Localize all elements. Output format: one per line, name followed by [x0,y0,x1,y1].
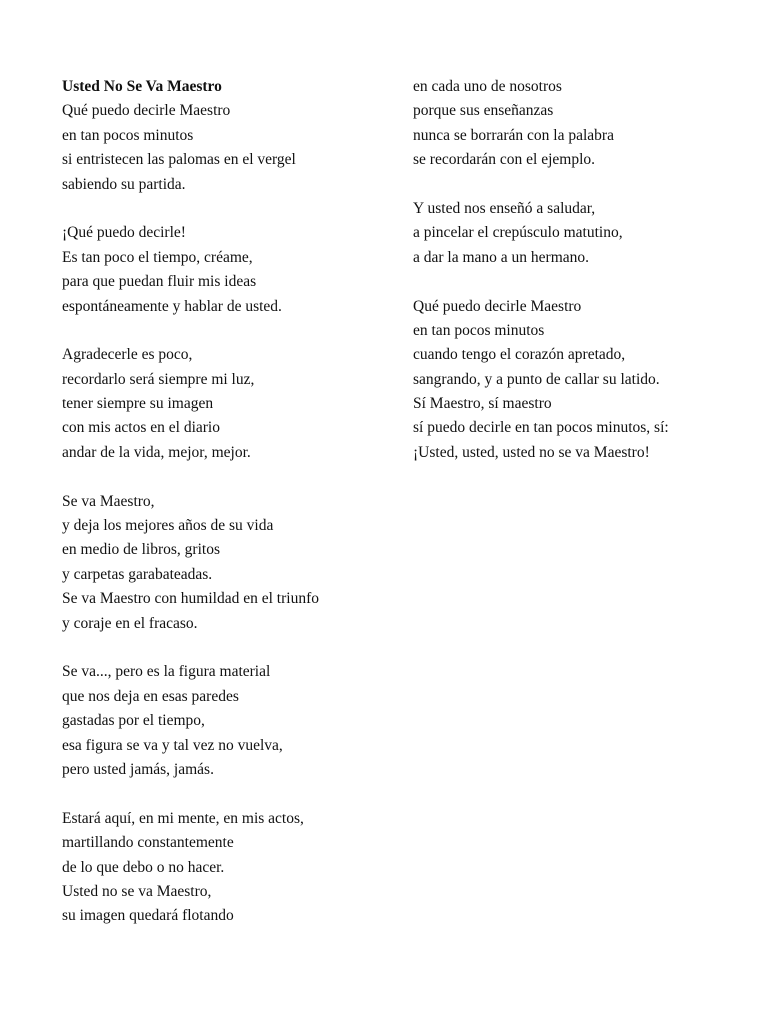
poem-line: si entristecen las palomas en el vergel [62,151,296,169]
poem-line: en cada uno de nosotros [413,78,562,95]
poem-line: recordarlo será siempre mi luz, [62,370,255,388]
poem-line: se recordarán con el ejemplo. [413,151,596,169]
poem-line: Qué puedo decirle Maestro [413,297,582,315]
poem-line: Se va Maestro con humildad en el triunfo [62,590,319,608]
poem-title: Usted No Se Va Maestro [62,78,222,95]
poem-line: espontáneamente y hablar de usted. [62,297,282,315]
poem-line: sangrando, y a punto de callar su latido. [413,370,660,388]
poem-line: ¡Usted, usted, usted no se va Maestro! [413,443,650,461]
poem-line: para que puedan fluir mis ideas [62,273,257,291]
poem-line: Agradecerle es poco, [62,346,193,364]
poem-line: sí puedo decirle en tan pocos minutos, sí: [413,419,669,437]
poem-line: ¡Qué puedo decirle! [62,224,186,242]
poem-line: Se va..., pero es la figura material [62,663,271,681]
stanza-6 [62,807,392,929]
poem-line: pero usted jamás, jamás. [62,760,214,778]
poem-line: con mis actos en el diario [62,419,220,437]
poem-line: nunca se borrarán con la palabra [413,126,614,144]
poem-line: en medio de libros, gritos [62,541,220,559]
poem-line: Estará aquí, en mi mente, en mis actos, [62,809,304,827]
poem-line: Qué puedo decirle Maestro [62,102,231,120]
stanza-3 [62,343,392,465]
poem-line: esa figura se va y tal vez no vuelva, [62,736,283,754]
poem-line: Es tan poco el tiempo, créame, [62,248,253,266]
poem-line: en tan pocos minutos [62,126,194,144]
poem-line: cuando tengo el corazón apretado, [413,346,626,364]
poem-line: y deja los mejores años de su vida [62,517,274,535]
stanza-1 [62,99,392,197]
poem-line: y coraje en el fracaso. [62,614,198,632]
poem-line: que nos deja en esas paredes [62,687,239,705]
stanza-8 [413,197,743,270]
poem-line: gastadas por el tiempo, [62,712,205,730]
poem-line: y carpetas garabateadas. [62,565,213,583]
stanza-7 [413,75,743,173]
stanza-5 [62,660,392,782]
poem-line: a pincelar el crepúsculo matutino, [413,224,623,242]
poem-line: sabiendo su partida. [62,175,186,193]
poem-line: andar de la vida, mejor, mejor. [62,443,251,461]
poem-line: Sí Maestro, sí maestro [413,395,552,413]
stanza-4 [62,490,392,636]
poem-line: martillando constantemente [62,834,234,852]
poem-line: porque sus enseñanzas [413,102,554,120]
poem-line: Usted no se va Maestro, [62,882,212,900]
poem-line: de lo que debo o no hacer. [62,858,225,876]
right-column [413,75,743,465]
stanza-9 [413,295,743,466]
poem-line: en tan pocos minutos [413,321,545,339]
poem-line: a dar la mano a un hermano. [413,248,590,266]
poem-line: su imagen quedará flotando [62,907,234,925]
stanza-2 [62,221,392,319]
left-column [62,75,392,929]
poem-line: Se va Maestro, [62,492,155,510]
poem-line: Y usted nos enseñó a saludar, [413,199,596,217]
poem-line: tener siempre su imagen [62,395,214,413]
